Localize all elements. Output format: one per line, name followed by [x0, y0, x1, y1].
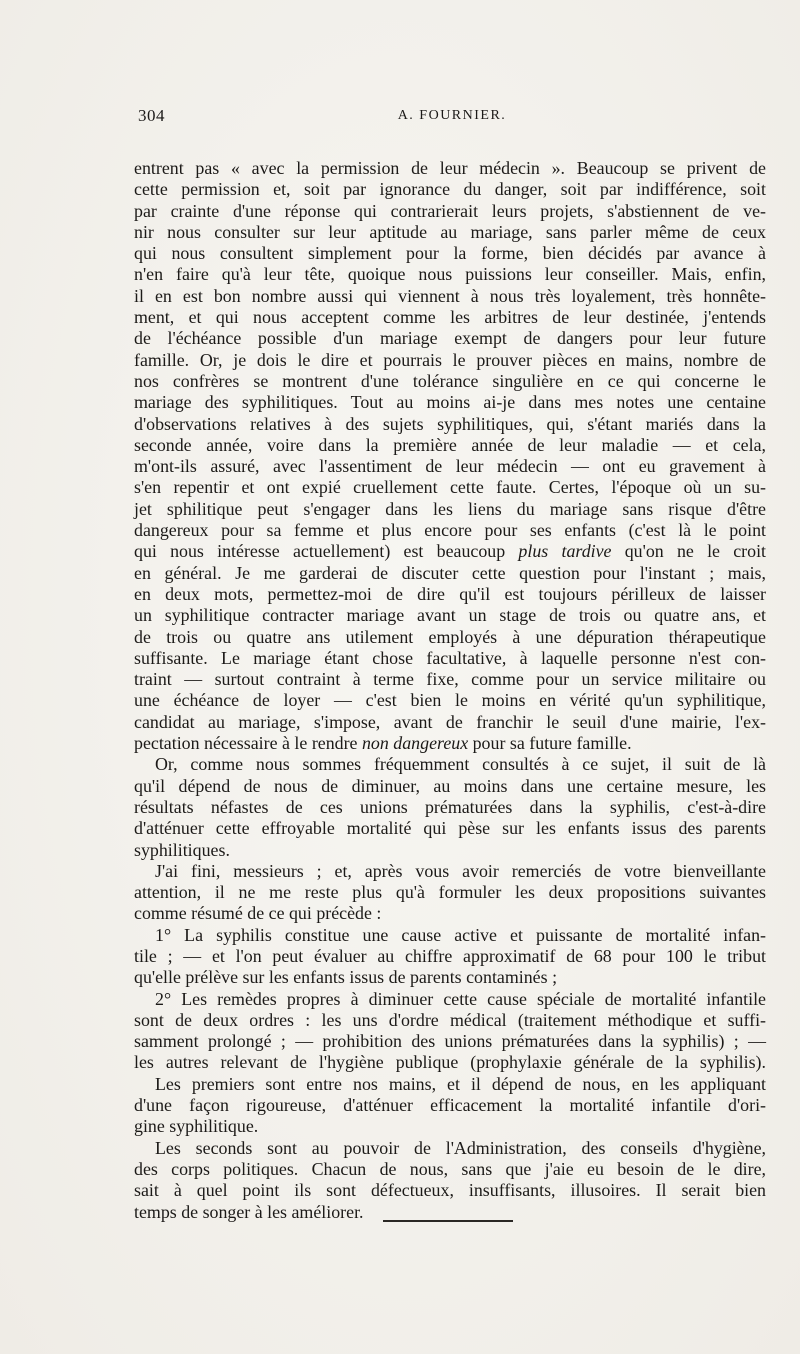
text-line: mariage des syphilitiques. Tout au moins ai-je dans mes notes une centaine	[134, 392, 766, 413]
text-line: nos confrères se montrent d'une tolérance singulière en ce qui concerne le	[134, 370, 766, 391]
text-line: une échéance de loyer — c'est bien le moins en vérité qu'un syphilitique,	[134, 690, 766, 711]
text-line: 2° Les remèdes propres à diminuer cette cause spéciale de mortalité infantile	[155, 988, 766, 1009]
text-line: entrent pas « avec la permission de leur médecin ». Beaucoup se privent de	[134, 158, 766, 178]
text-line: famille. Or, je dois le dire et pourrais le prouver pièces en mains, nombre de	[134, 349, 766, 370]
text-line: Les premiers sont entre nos mains, et il dépend de nous, en les appliquant	[155, 1073, 766, 1094]
text-line: dangereux pour sa femme et plus encore pour ses enfants (c'est là le point	[134, 520, 766, 541]
closing-rule	[383, 1220, 513, 1222]
text-line: par crainte d'une réponse qui contrarierait leurs projets, s'abstiennent de ve-	[134, 200, 766, 221]
text-line: qu'elle prélève sur les enfants issus de parents contaminés ;	[134, 967, 558, 988]
text-line: sait à quel point ils sont défectueux, insuffisants, illusoires. Il serait bien	[134, 1180, 766, 1201]
text-line: attention, il ne me reste plus qu'à formuler les deux propositions suivantes	[134, 882, 766, 903]
page-header	[138, 104, 766, 134]
text-line: qu'il dépend de nous de diminuer, au moins dans une certaine mesure, les	[134, 775, 766, 796]
text-line: m'ont-ils assuré, avec l'assentiment de leur médecin — ont eu gravement à	[134, 456, 766, 477]
text-line: qui nous consultent simplement pour la forme, bien décidés par avance à	[134, 243, 766, 264]
text-line: un syphilitique contracter mariage avant un stage de trois ou quatre ans, et	[134, 605, 766, 626]
text-line: comme résumé de ce qui précède :	[134, 903, 382, 924]
line-text: pectation nécessaire à le rendre	[134, 733, 362, 754]
text-line: d'observations relatives à des sujets syphilitiques, qui, s'étant mariés dans la	[134, 413, 766, 434]
line-text: qu'on ne le croit	[611, 541, 767, 562]
text-line: J'ai fini, messieurs ; et, après vous avoir remerciés de votre bienveillante	[155, 860, 766, 881]
text-line: sont de deux ordres : les uns d'ordre médical (traitement méthodique et suffi-	[134, 1009, 766, 1030]
text-line: en général. Je me garderai de discuter cette question pour l'instant ; mais,	[134, 562, 766, 583]
text-line: suffisante. Le mariage étant chose facultative, à laquelle personne n'est con-	[134, 647, 766, 668]
running-head: A. FOURNIER.	[397, 108, 507, 123]
text-line: d'atténuer cette effroyable mortalité qui pèse sur les enfants issus des parents	[134, 818, 766, 839]
page-number: 304	[138, 106, 165, 125]
text-line: traint — surtout contraint à terme fixe, comme pour un service militaire ou	[134, 669, 766, 690]
text-line: seconde année, voire dans la première année de leur maladie — et cela,	[134, 434, 766, 455]
text-line: s'en repentir et ont expié cruellement cette faute. Certes, l'époque où un su-	[134, 477, 766, 498]
text-line: des corps politiques. Chacun de nous, sans que j'aie eu besoin de le dire,	[134, 1158, 766, 1179]
text-line: de trois ou quatre ans utilement employés à une dépuration thérapeutique	[134, 626, 766, 647]
text-line: de l'échéance possible d'un mariage exempt de dangers pour leur future	[134, 328, 766, 349]
text-line: les autres relevant de l'hygiène publique (prophylaxie générale de la syphilis).	[134, 1052, 766, 1073]
body-text	[134, 158, 766, 1223]
text-line: candidat au mariage, s'impose, avant de franchir le seuil d'une mairie, l'ex-	[134, 711, 766, 732]
text-line: ment, et qui nous acceptent comme les arbitres de leur destinée, j'entends	[134, 307, 766, 328]
text-line: cette permission et, soit par ignorance du danger, soit par indifférence, soit	[134, 179, 766, 200]
text-line: il en est bon nombre aussi qui viennent à nous très loyalement, très honnête-	[134, 285, 766, 306]
line-text: pour sa future famille.	[468, 733, 632, 754]
text-line: tile ; — et l'on peut évaluer au chiffre approximatif de 68 pour 100 le tribut	[134, 945, 766, 966]
text-line: jet sphilitique peut s'engager dans les liens du mariage sans risque d'être	[134, 498, 766, 519]
text-line-with-emphasis	[134, 541, 766, 562]
emphasis-text: non dangereux	[361, 733, 469, 754]
text-line: Or, comme nous sommes fréquemment consultés à ce sujet, il suit de là	[155, 754, 766, 775]
emphasis-text: plus tardive	[518, 541, 612, 562]
text-line: résultats néfastes de ces unions prématurées dans la syphilis, c'est-à-dire	[134, 796, 766, 817]
text-line: 1° La syphilis constitue une cause active et puissante de mortalité infan-	[155, 924, 766, 945]
text-line: en deux mots, permettez-moi de dire qu'il est toujours périlleux de laisser	[134, 583, 766, 604]
text-line: Les seconds sont au pouvoir de l'Administration, des conseils d'hygiène,	[155, 1137, 766, 1158]
text-line: syphilitiques.	[134, 839, 230, 860]
text-line-with-emphasis	[134, 733, 766, 754]
text-line: d'une façon rigoureuse, d'atténuer efficacement la mortalité infantile d'ori-	[134, 1095, 766, 1116]
text-line: temps de songer à les améliorer.	[134, 1201, 364, 1222]
text-line: nir nous consulter sur leur aptitude au mariage, sans parler même de ceux	[134, 221, 766, 242]
text-line: n'en faire qu'à leur tête, quoique nous puissions leur conseiller. Mais, enfin,	[134, 264, 766, 285]
text-line: gine syphilitique.	[134, 1116, 259, 1137]
text-line: samment prolongé ; — prohibition des unions prématurées dans la syphilis) ; —	[134, 1031, 766, 1052]
line-text: qui nous intéresse actuellement) est beaucoup	[134, 541, 519, 562]
